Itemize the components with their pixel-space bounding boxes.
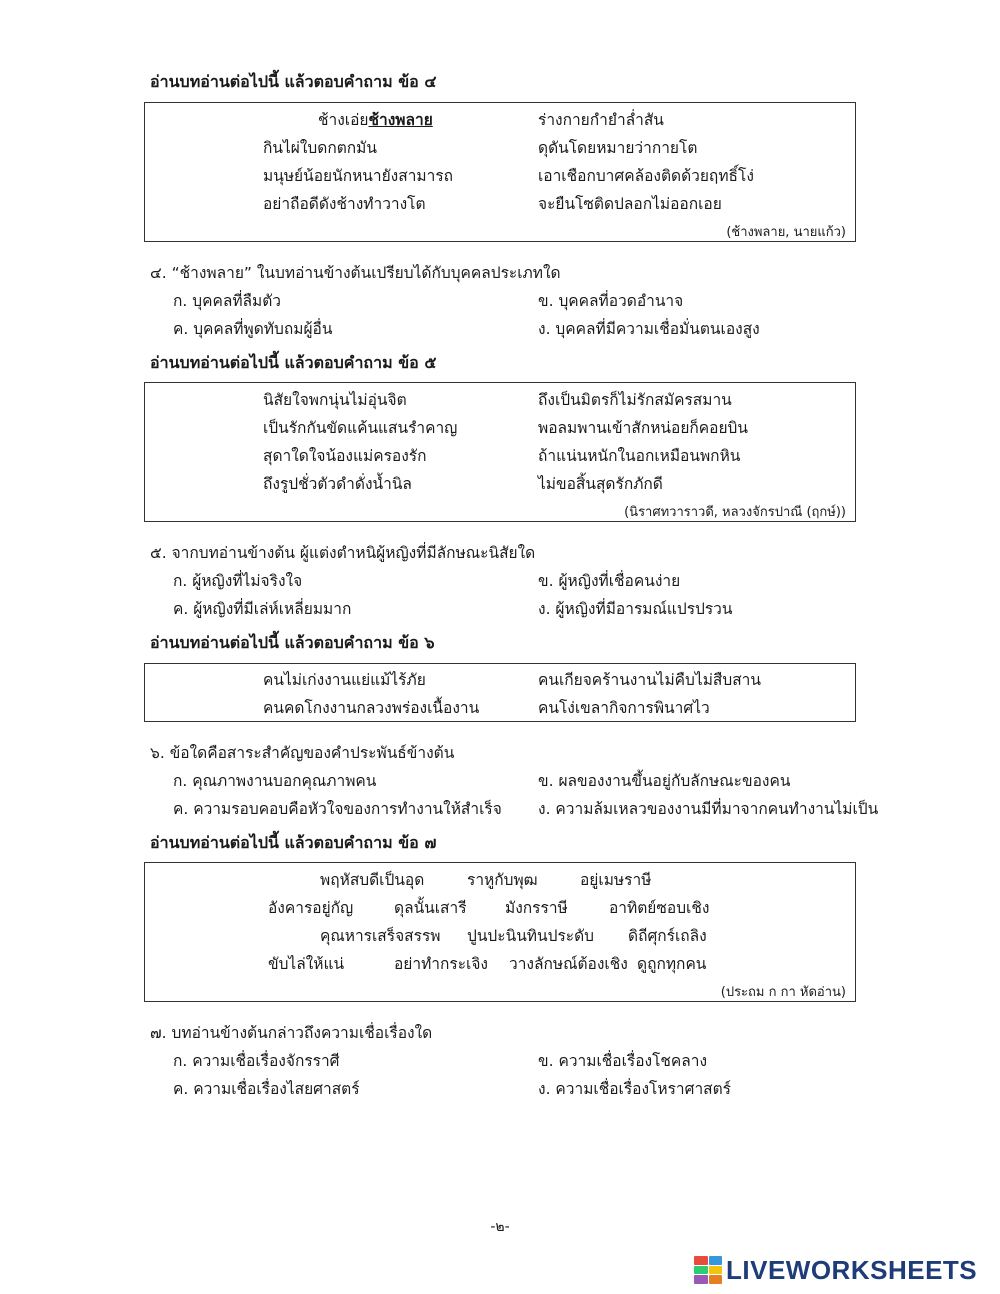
section-4-heading: อ่านบทอ่านต่อไปนี้ แล้วตอบคำถาม ข้อ ๔ [150, 72, 437, 91]
poem-line: อย่าถือดีดังช้างทำวางโต [263, 195, 426, 213]
liveworksheets-logo [694, 1254, 977, 1286]
option-5-c[interactable]: ค. ผู้หญิงที่มีเล่ห์เหลี่ยมมาก [173, 600, 352, 618]
poem-word: อยู่เมษราษี [580, 871, 652, 889]
poem-line: เป็นรักกันขัดแค้นแสนรำคาญ [263, 419, 458, 437]
option-7-c[interactable]: ค. ความเชื่อเรื่องไสยศาสตร์ [173, 1080, 360, 1098]
passage-source: (ประถม ก กา หัดอ่าน) [720, 985, 846, 1000]
poem-word: พฤหัสบดีเป็นอุด [320, 871, 425, 889]
poem-line: จะยืนโซติดปลอกไม่ออกเอย [538, 195, 722, 213]
poem-line: ถึงเป็นมิตรก็ไม่รักสมัครสมาน [538, 391, 732, 409]
option-4-d[interactable]: ง. บุคคลที่มีความเชื่อมั่นตนเองสูง [538, 320, 760, 338]
poem-line: มนุษย์น้อยนักหนายังสามารถ [263, 167, 454, 185]
question-4: ๔. “ช้างพลาย” ในบทอ่านข้างต้นเปรียบได้กับบุคคลประเภทใด [150, 264, 561, 282]
poem-line: เอาเชือกบาศคล้องติดด้วยฤทธิ์โง่ [538, 167, 754, 185]
option-6-d[interactable]: ง. ความล้มเหลวของงานมีที่มาจากคนทำงานไม่เป็น [538, 800, 879, 818]
liveworksheets-logo-text: LIVEWORKSHEETS [726, 1254, 978, 1285]
poem-word: อาทิตย์ซอบเชิง [609, 899, 710, 917]
poem-line: นิสัยใจพกนุ่นไม่อุ่นจิต [263, 391, 407, 409]
passage-source: (ช้างพลาย, นายแก้ว) [726, 225, 846, 240]
option-7-a[interactable]: ก. ความเชื่อเรื่องจักรราศี [173, 1052, 340, 1070]
passage-source: (นิราศทวาราวดี, หลวงจักรปาณี (ฤกษ์)) [624, 505, 846, 520]
poem-line: คนโง่เขลากิจการพินาศไว [538, 699, 710, 717]
option-4-b[interactable]: ข. บุคคลที่อวดอำนาจ [538, 292, 684, 310]
poem-word: ราหูกับพุฒ [467, 871, 538, 889]
poem-line: ถ้าแน่นหนักในอกเหมือนพกหิน [538, 447, 741, 465]
option-5-d[interactable]: ง. ผู้หญิงที่มีอารมณ์แปรปรวน [538, 600, 733, 618]
option-5-a[interactable]: ก. ผู้หญิงที่ไม่จริงใจ [173, 572, 303, 590]
poem-word: วางลักษณ์ต้องเชิง [509, 955, 628, 973]
section-6-heading: อ่านบทอ่านต่อไปนี้ แล้วตอบคำถาม ข้อ ๖ [150, 633, 435, 652]
question-7: ๗. บทอ่านข้างต้นกล่าวถึงความเชื่อเรื่องใด [150, 1024, 433, 1042]
poem-word: มังกรราษี [505, 899, 568, 917]
poem-word: ดูถูกทุกคน [637, 955, 707, 973]
poem-line: ร่างกายกำยำล่ำสัน [538, 111, 664, 129]
option-4-c[interactable]: ค. บุคคลที่พูดทับถมผู้อื่น [173, 320, 333, 338]
poem-line: ดุดันโดยหมายว่ากายโต [538, 139, 698, 157]
question-6: ๖. ข้อใดคือสาระสำคัญของคำประพันธ์ข้างต้น [150, 744, 455, 762]
poem-line: ถึงรูปชั่วตัวดำดั่งน้ำนิล [263, 475, 412, 493]
poem-word: ดุลนั้นเสารี [394, 899, 467, 917]
poem-line: กินไผ่ใบดกตกมัน [263, 139, 377, 157]
poem-line: คนเกียจคร้านงานไม่คืบไม่สืบสาน [538, 671, 761, 689]
option-4-a[interactable]: ก. บุคคลที่ลืมตัว [173, 292, 282, 310]
option-6-b[interactable]: ข. ผลของงานขึ้นอยู่กับลักษณะของคน [538, 772, 791, 790]
option-7-d[interactable]: ง. ความเชื่อเรื่องโหราศาสตร์ [538, 1080, 732, 1098]
page-number: -๒- [490, 1219, 510, 1235]
poem-word: ดิถีศุกร์เถลิง [628, 927, 707, 945]
option-6-c[interactable]: ค. ความรอบคอบคือหัวใจของการทำงานให้สำเร็จ [173, 800, 502, 818]
option-6-a[interactable]: ก. คุณภาพงานบอกคุณภาพคน [173, 772, 377, 790]
question-5: ๕. จากบทอ่านข้างต้น ผู้แต่งตำหนิผู้หญิงที่มีลักษณะนิสัยใด [150, 544, 536, 562]
poem-line: พอลมพานเข้าสักหน่อยก็คอยบิน [538, 419, 748, 437]
poem-line: สุดาใดใจน้องแม่ครองรัก [263, 447, 427, 465]
poem-word: คุณหารเสร็จสรรพ [320, 927, 441, 945]
poem-line: คนคดโกงงานกลวงพร่องเนื้องาน [263, 699, 480, 717]
poem-word: อังคารอยู่กัญ [268, 899, 354, 917]
section-7-heading: อ่านบทอ่านต่อไปนี้ แล้วตอบคำถาม ข้อ ๗ [150, 833, 437, 852]
option-5-b[interactable]: ข. ผู้หญิงที่เชื่อคนง่าย [538, 572, 681, 590]
poem-word: ขับไล่ให้แน่ [268, 955, 345, 973]
poem-word: ปูนปะนินทินประดับ [467, 927, 594, 945]
poem-word: อย่าทำกระเจิง [394, 955, 488, 973]
poem-line: ไม่ขอสิ้นสุดรักภักดี [538, 475, 663, 493]
poem-line: คนไม่เก่งงานแย่แม้ไร้ภัย [263, 671, 426, 689]
poem-line: ช้างเอ่ยช้างพลาย [318, 111, 433, 129]
liveworksheets-logo-icon [694, 1256, 722, 1284]
option-7-b[interactable]: ข. ความเชื่อเรื่องโชคลาง [538, 1052, 708, 1070]
section-5-heading: อ่านบทอ่านต่อไปนี้ แล้วตอบคำถาม ข้อ ๕ [150, 353, 437, 372]
